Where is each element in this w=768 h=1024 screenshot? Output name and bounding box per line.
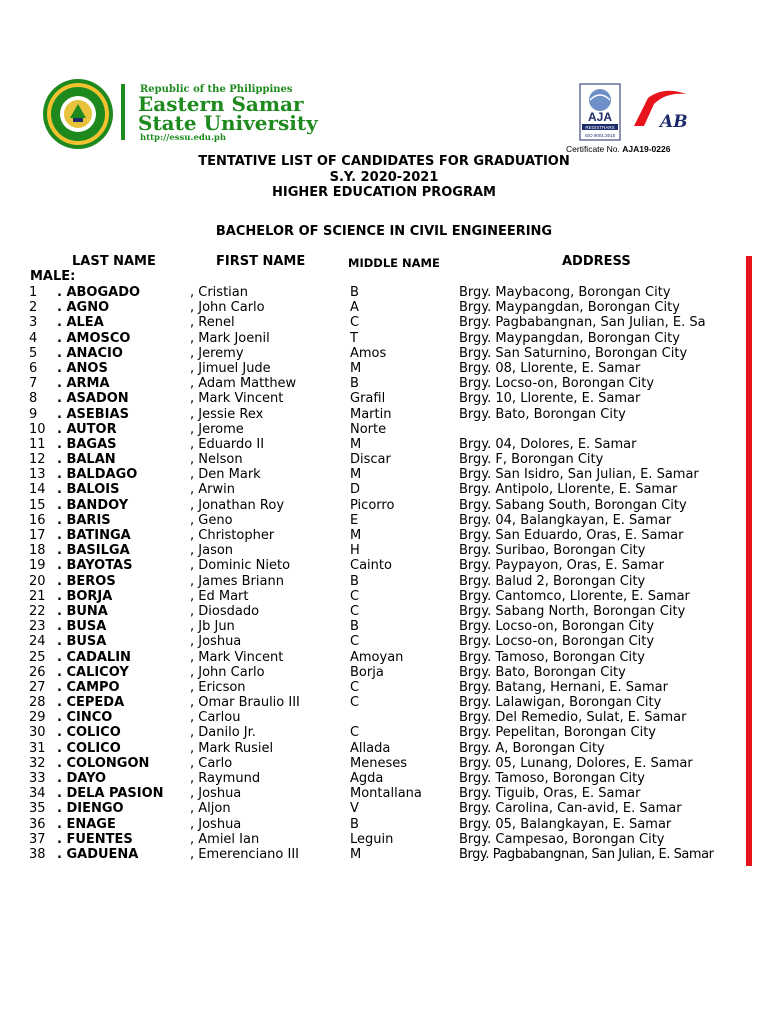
certificate-number <box>566 144 670 154</box>
table-row <box>0 650 768 665</box>
middle-name-cell: Discar <box>350 452 391 468</box>
first-name-cell: , Diosdado <box>190 603 260 619</box>
middle-name-cell: Grafil <box>350 391 386 407</box>
address-cell: Brgy. Tiguib, Oras, E. Samar <box>459 786 641 802</box>
table-row <box>0 452 768 467</box>
table-row <box>0 498 768 513</box>
last-name-cell: . CEPEDA <box>57 695 125 711</box>
first-name-cell: , Joshua <box>190 816 242 832</box>
table-row <box>0 528 768 543</box>
last-name-cell: . ANOS <box>57 360 108 376</box>
address-cell: Brgy. 04, Dolores, E. Samar <box>459 436 637 452</box>
last-name-cell: . BALDAGO <box>57 467 138 483</box>
table-row <box>0 832 768 847</box>
middle-name-cell: B <box>350 573 359 589</box>
table-row <box>0 391 768 406</box>
first-name-cell: , Geno <box>190 512 233 528</box>
row-number: 24 <box>29 634 46 650</box>
last-name-cell: . BUSA <box>57 619 107 635</box>
first-name-cell: , Joshua <box>190 786 242 802</box>
row-number: 38 <box>29 846 46 862</box>
middle-name-cell: V <box>350 801 359 817</box>
middle-name-cell: Amoyan <box>350 649 404 665</box>
address-cell: Brgy. Campesao, Borongan City <box>459 831 665 847</box>
middle-name-cell: M <box>350 846 362 862</box>
university-name-block <box>138 84 318 144</box>
address-cell: Brgy. Locso-on, Borongan City <box>459 376 655 392</box>
header-divider <box>121 84 125 140</box>
last-name-cell: . BEROS <box>57 573 116 589</box>
address-cell: Brgy. Pepelitan, Borongan City <box>459 725 656 741</box>
middle-name-cell: B <box>350 816 359 832</box>
table-row <box>0 467 768 482</box>
last-name-cell: . FUENTES <box>57 831 133 847</box>
address-cell: Brgy. San Saturnino, Borongan City <box>459 345 688 361</box>
table-row <box>0 771 768 786</box>
table-row <box>0 574 768 589</box>
group-label-male: MALE: <box>30 269 76 284</box>
document-title: TENTATIVE LIST OF CANDIDATES FOR GRADUATION <box>198 154 570 169</box>
row-number: 21 <box>29 588 46 604</box>
address-cell: Brgy. Bato, Borongan City <box>459 406 626 422</box>
row-number: 6 <box>29 360 38 376</box>
table-row <box>0 300 768 315</box>
row-number: 8 <box>29 391 38 407</box>
first-name-cell: , Eduardo II <box>190 436 265 452</box>
table-row <box>0 756 768 771</box>
address-cell: Brgy. Bato, Borongan City <box>459 664 626 680</box>
table-row <box>0 437 768 452</box>
row-number: 33 <box>29 771 46 786</box>
middle-name-cell: M <box>350 467 362 483</box>
table-row <box>0 847 768 862</box>
row-number: 28 <box>29 695 46 711</box>
address-cell: Brgy. San Eduardo, Oras, E. Samar <box>459 528 684 543</box>
table-row <box>0 786 768 801</box>
address-cell: Brgy. Maypangdan, Borongan City <box>459 330 680 346</box>
table-row <box>0 558 768 573</box>
last-name-cell: . COLICO <box>57 725 121 741</box>
last-name-cell: . GADUENA <box>57 846 139 862</box>
first-name-cell: , Dominic Nieto <box>190 558 291 574</box>
first-name-cell: , Carlo <box>190 755 233 771</box>
university-name-line1: Eastern Samar <box>138 92 304 116</box>
first-name-cell: , Jason <box>190 543 234 559</box>
middle-name-cell: B <box>350 285 359 300</box>
first-name-cell: , Aljon <box>190 801 231 817</box>
last-name-cell: . AGNO <box>57 300 110 316</box>
middle-name-cell: M <box>350 528 362 543</box>
degree-program: BACHELOR OF SCIENCE IN CIVIL ENGINEERING <box>215 224 553 239</box>
address-cell: Brgy. 08, Llorente, E. Samar <box>459 360 641 376</box>
first-name-cell: , Jimuel Jude <box>190 360 271 376</box>
address-cell: Brgy. 05, Lunang, Dolores, E. Samar <box>459 755 693 771</box>
first-name-cell: , Adam Matthew <box>190 376 297 392</box>
first-name-cell: , Joshua <box>190 634 242 650</box>
row-number: 29 <box>29 710 46 726</box>
last-name-cell: . BALAN <box>57 452 116 468</box>
first-name-cell: , Emerenciano III <box>190 846 299 862</box>
middle-name-cell: C <box>350 725 360 741</box>
table-row <box>0 331 768 346</box>
table-row <box>0 604 768 619</box>
row-number: 31 <box>29 740 46 756</box>
table-row <box>0 482 768 497</box>
first-name-cell: , Renel <box>190 315 235 331</box>
row-number: 12 <box>29 452 46 468</box>
table-row <box>0 346 768 361</box>
first-name-cell: , Mark Joenil <box>190 330 270 346</box>
address-cell: Brgy. Tamoso, Borongan City <box>459 649 645 665</box>
row-number: 1 <box>29 285 38 300</box>
first-name-cell: , James Briann <box>190 573 284 589</box>
row-number: 11 <box>29 436 46 452</box>
first-name-cell: , Ericson <box>190 679 246 695</box>
first-name-cell: , Cristian <box>190 285 248 300</box>
address-cell: Brgy. Carolina, Can-avid, E. Samar <box>459 801 682 817</box>
address-cell: Brgy. Del Remedio, Sulat, E. Samar <box>459 710 687 726</box>
middle-name-cell: D <box>350 482 361 498</box>
table-row <box>0 695 768 710</box>
last-name-cell: . BAGAS <box>57 436 117 452</box>
row-number: 23 <box>29 619 46 635</box>
first-name-cell: , Mark Vincent <box>190 391 284 407</box>
first-name-cell: , John Carlo <box>190 300 265 316</box>
last-name-cell: . COLONGON <box>57 755 150 771</box>
last-name-cell: . ANACIO <box>57 345 123 361</box>
first-name-cell: , Jerome <box>190 421 244 437</box>
middle-name-cell: H <box>350 543 360 559</box>
row-number: 36 <box>29 816 46 832</box>
last-name-cell: . ASEBIAS <box>57 406 129 422</box>
table-row <box>0 361 768 376</box>
table-row <box>0 407 768 422</box>
row-number: 13 <box>29 467 46 483</box>
address-cell: Brgy. Maybacong, Borongan City <box>459 285 671 300</box>
address-cell: Brgy. Batang, Hernani, E. Samar <box>459 679 668 695</box>
middle-name-cell: E <box>350 512 359 528</box>
address-cell: Brgy. 10, Llorente, E. Samar <box>459 391 641 407</box>
row-number: 20 <box>29 573 46 589</box>
column-header-address: ADDRESS <box>562 254 631 269</box>
republic-label: Republic of the Philippines <box>140 84 293 95</box>
middle-name-cell: Cainto <box>350 558 392 574</box>
middle-name-cell: Picorro <box>350 497 395 513</box>
table-row <box>0 817 768 832</box>
last-name-cell: . AMOSCO <box>57 330 131 346</box>
first-name-cell: , Jessie Rex <box>190 406 264 422</box>
last-name-cell: . BORJA <box>57 588 113 604</box>
last-name-cell: . ENAGE <box>57 816 116 832</box>
row-number: 30 <box>29 725 46 741</box>
middle-name-cell: Norte <box>350 421 387 437</box>
row-number: 15 <box>29 497 46 513</box>
last-name-cell: . BARIS <box>57 512 111 528</box>
last-name-cell: . ARMA <box>57 376 110 392</box>
address-cell: Brgy. F, Borongan City <box>459 452 604 468</box>
program-level: HIGHER EDUCATION PROGRAM <box>272 185 496 200</box>
middle-name-cell: M <box>350 360 362 376</box>
row-number: 34 <box>29 786 46 802</box>
table-row <box>0 513 768 528</box>
first-name-cell: , Arwin <box>190 482 235 498</box>
uab-logo-text: AB <box>660 112 688 132</box>
table-row <box>0 285 768 300</box>
last-name-cell: . BUSA <box>57 634 107 650</box>
page-edge-marker <box>746 256 752 866</box>
table-row <box>0 680 768 695</box>
row-number: 19 <box>29 558 46 574</box>
address-cell: Brgy. Paypayon, Oras, E. Samar <box>459 558 664 574</box>
middle-name-cell: Allada <box>350 740 391 756</box>
address-cell: Brgy. Cantomco, Llorente, E. Samar <box>459 588 690 604</box>
middle-name-cell: C <box>350 634 360 650</box>
row-number: 4 <box>29 330 38 346</box>
address-cell: Brgy. Pagbabangnan, San Julian, E. Sa <box>459 315 706 331</box>
last-name-cell: . CAMPO <box>57 679 120 695</box>
address-cell: Brgy. Tamoso, Borongan City <box>459 771 645 786</box>
row-number: 3 <box>29 315 38 331</box>
certificate-prefix: Certificate No. <box>566 144 620 154</box>
row-number: 32 <box>29 755 46 771</box>
middle-name-cell: C <box>350 695 360 711</box>
middle-name-cell: Borja <box>350 664 384 680</box>
table-row <box>0 315 768 330</box>
first-name-cell: , Jonathan Roy <box>190 497 285 513</box>
table-row <box>0 725 768 740</box>
row-number: 2 <box>29 300 38 316</box>
table-row <box>0 801 768 816</box>
first-name-cell: , Danilo Jr. <box>190 725 256 741</box>
table-row <box>0 376 768 391</box>
middle-name-cell: C <box>350 603 360 619</box>
first-name-cell: , Mark Rusiel <box>190 740 274 756</box>
last-name-cell: . BAYOTAS <box>57 558 133 574</box>
row-number: 10 <box>29 421 46 437</box>
table-row <box>0 665 768 680</box>
middle-name-cell: Meneses <box>350 755 407 771</box>
first-name-cell: , Amiel Ian <box>190 831 260 847</box>
last-name-cell: . AUTOR <box>57 421 117 437</box>
column-header-first-name: FIRST NAME <box>216 254 306 269</box>
table-row <box>0 422 768 437</box>
table-row <box>0 543 768 558</box>
row-number: 18 <box>29 543 46 559</box>
middle-name-cell: B <box>350 619 359 635</box>
address-cell: Brgy. San Isidro, San Julian, E. Samar <box>459 467 699 483</box>
middle-name-cell: Leguin <box>350 831 394 847</box>
row-number: 7 <box>29 376 38 392</box>
column-header-last-name: LAST NAME <box>72 254 156 269</box>
first-name-cell: , Raymund <box>190 771 261 786</box>
middle-name-cell: Agda <box>350 771 384 786</box>
university-name-line2: State University <box>138 111 318 135</box>
aja-logo-text: AJA <box>587 110 613 124</box>
middle-name-cell: C <box>350 588 360 604</box>
candidate-list <box>0 285 768 862</box>
row-number: 17 <box>29 528 46 543</box>
table-row <box>0 589 768 604</box>
aja-registrars-text: REGISTRARS <box>585 125 615 130</box>
row-number: 26 <box>29 664 46 680</box>
last-name-cell: . BUNA <box>57 603 108 619</box>
address-cell: Brgy. Lalawigan, Borongan City <box>459 695 662 711</box>
middle-name-cell: Amos <box>350 345 387 361</box>
last-name-cell: . ALEA <box>57 315 104 331</box>
last-name-cell: . COLICO <box>57 740 121 756</box>
middle-name-cell: C <box>350 315 360 331</box>
first-name-cell: , Carlou <box>190 710 241 726</box>
last-name-cell: . ASADON <box>57 391 129 407</box>
address-cell: Brgy. Suribao, Borongan City <box>459 543 646 559</box>
certification-logos <box>578 82 693 152</box>
row-number: 14 <box>29 482 46 498</box>
first-name-cell: , Mark Vincent <box>190 649 284 665</box>
first-name-cell: , Jb Jun <box>190 619 235 635</box>
last-name-cell: . BANDOY <box>57 497 129 513</box>
table-row <box>0 710 768 725</box>
address-cell: Brgy. 04, Balangkayan, E. Samar <box>459 512 672 528</box>
row-number: 35 <box>29 801 46 817</box>
address-cell: Brgy. Sabang South, Borongan City <box>459 497 687 513</box>
address-cell: Brgy. Sabang North, Borongan City <box>459 603 686 619</box>
middle-name-cell: M <box>350 436 362 452</box>
address-cell: Brgy. Maypangdan, Borongan City <box>459 300 680 316</box>
first-name-cell: , Jeremy <box>190 345 244 361</box>
last-name-cell: . DIENGO <box>57 801 124 817</box>
address-cell: Brgy. Balud 2, Borongan City <box>459 573 646 589</box>
middle-name-cell: T <box>350 330 358 346</box>
address-cell: Brgy. Antipolo, Llorente, E. Samar <box>459 482 678 498</box>
university-seal-logo <box>42 78 114 150</box>
row-number: 37 <box>29 831 46 847</box>
certificate-value: AJA19-0226 <box>622 144 671 154</box>
column-header-middle-name: MIDDLE NAME <box>348 256 440 270</box>
address-cell: Brgy. Locso-on, Borongan City <box>459 634 655 650</box>
middle-name-cell: Montallana <box>350 786 422 802</box>
row-number: 22 <box>29 603 46 619</box>
last-name-cell: . DAYO <box>57 771 107 786</box>
first-name-cell: , Ed Mart <box>190 588 249 604</box>
last-name-cell: . BASILGA <box>57 543 130 559</box>
last-name-cell: . BALOIS <box>57 482 120 498</box>
row-number: 16 <box>29 512 46 528</box>
address-cell: Brgy. Locso-on, Borongan City <box>459 619 655 635</box>
address-cell: Brgy. 05, Balangkayan, E. Samar <box>459 816 672 832</box>
table-row <box>0 619 768 634</box>
iso-text: ISO 9001:2015 <box>584 133 616 138</box>
first-name-cell: , Omar Braulio III <box>190 695 300 711</box>
last-name-cell: . CINCO <box>57 710 113 726</box>
university-url: http://essu.edu.ph <box>140 133 227 143</box>
last-name-cell: . CADALIN <box>57 649 131 665</box>
middle-name-cell: C <box>350 679 360 695</box>
row-number: 9 <box>29 406 38 422</box>
table-row <box>0 741 768 756</box>
table-row <box>0 634 768 649</box>
last-name-cell: . ABOGADO <box>57 285 141 300</box>
row-number: 5 <box>29 345 38 361</box>
row-number: 27 <box>29 679 46 695</box>
address-cell: Brgy. Pagbabangnan, San Julian, E. Samar <box>459 846 714 862</box>
first-name-cell: , Nelson <box>190 452 243 468</box>
first-name-cell: , John Carlo <box>190 664 265 680</box>
row-number: 25 <box>29 649 46 665</box>
last-name-cell: . CALICOY <box>57 664 129 680</box>
school-year: S.Y. 2020-2021 <box>329 170 439 185</box>
address-cell: Brgy. A, Borongan City <box>459 740 605 756</box>
middle-name-cell: B <box>350 376 359 392</box>
middle-name-cell: Martin <box>350 406 392 422</box>
first-name-cell: , Den Mark <box>190 467 261 483</box>
first-name-cell: , Christopher <box>190 528 275 543</box>
last-name-cell: . DELA PASION <box>57 786 164 802</box>
last-name-cell: . BATINGA <box>57 528 131 543</box>
middle-name-cell: A <box>350 300 359 316</box>
